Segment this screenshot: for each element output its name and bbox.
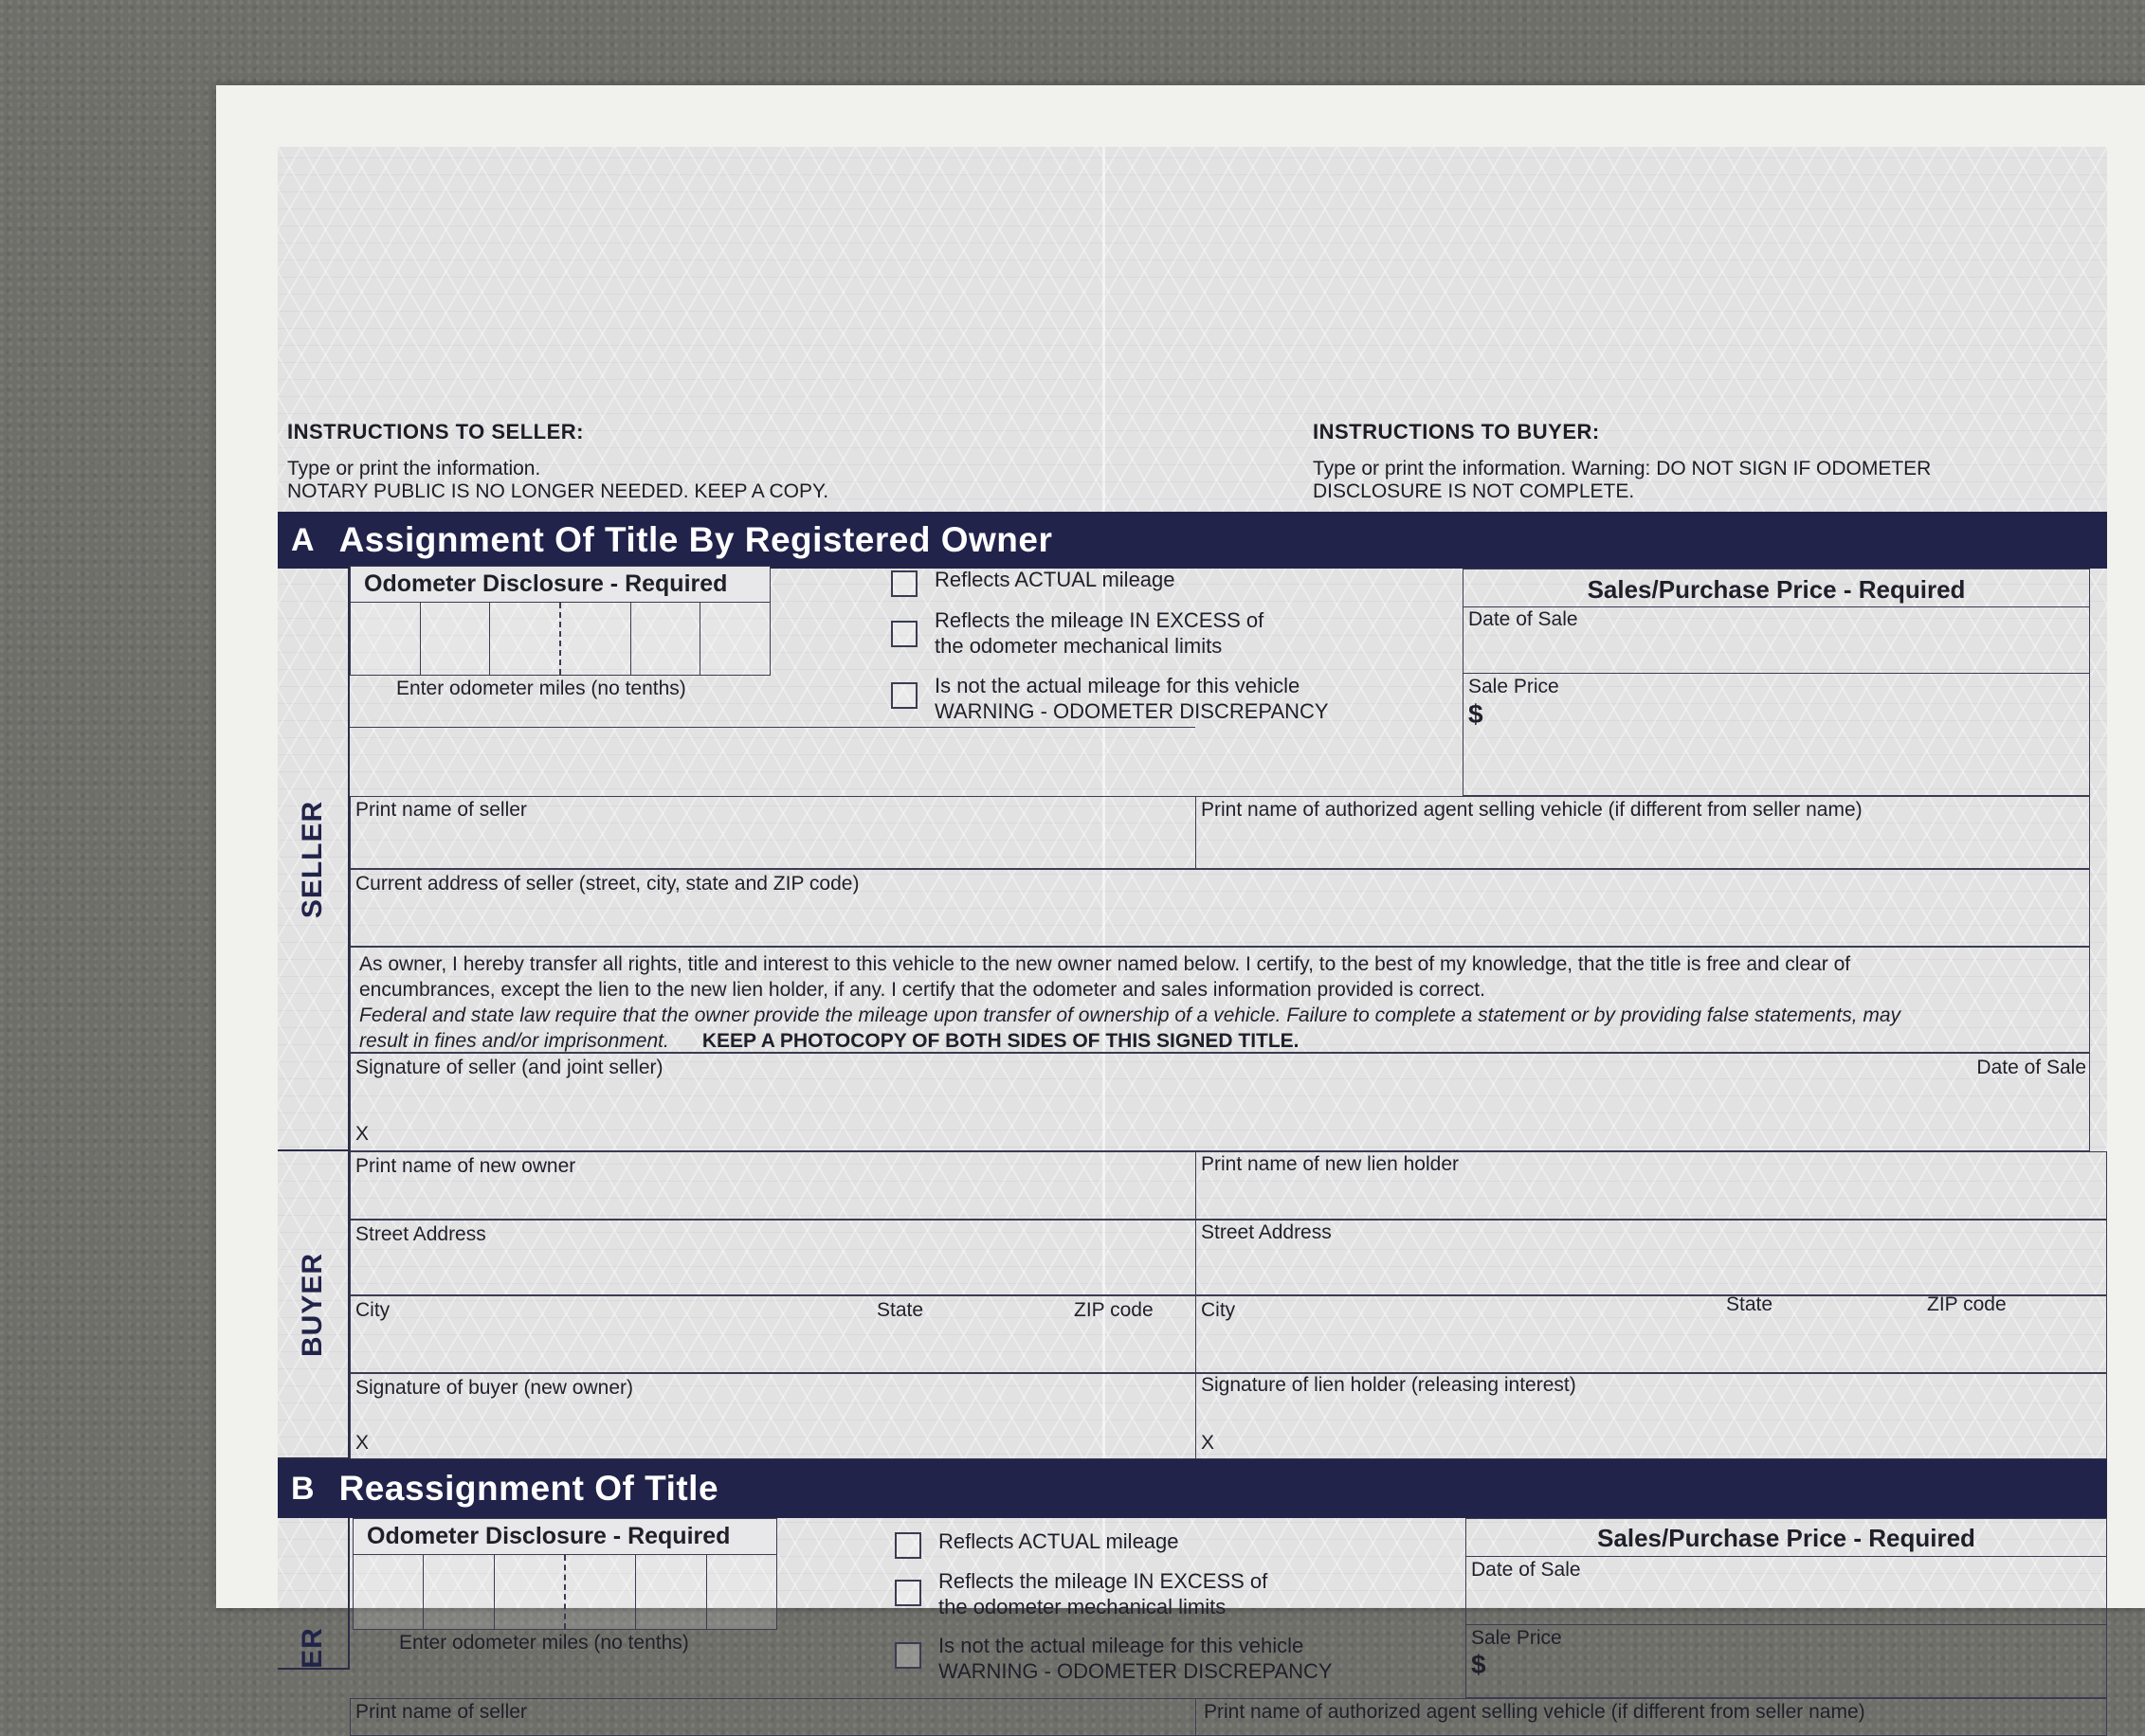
not-actual-mileage-label: [938, 1633, 1333, 1684]
actual-mileage-checkbox[interactable]: [891, 570, 918, 597]
odometer-digit-cell[interactable]: [490, 603, 561, 675]
lien-city-state-zip-field[interactable]: [1201, 1326, 2101, 1369]
owner-street-field[interactable]: [355, 1248, 1190, 1292]
seller-instructions-line2: NOTARY PUBLIC IS NO LONGER NEEDED. KEEP A COPY.: [287, 480, 829, 502]
actual-mileage-option-b[interactable]: [895, 1528, 1179, 1559]
federal-law-text: Federal and state law require that the owner provide the mileage upon transfer of ownership of a vehicle. Failure to complete a statement or by providing false statements, may: [359, 1004, 1901, 1026]
odometer-digit-cell[interactable]: [631, 603, 701, 675]
odometer-entry-grid-b[interactable]: [353, 1554, 777, 1630]
buyer-instructions-line2: DISCLOSURE IS NOT COMPLETE.: [1313, 480, 1635, 502]
seller-signature-field[interactable]: [382, 1085, 2079, 1146]
certification-line4: [359, 1028, 2084, 1054]
print-name-agent-label-b: Print name of authorized agent selling vehicle (if different from seller name): [1204, 1701, 1865, 1723]
not-actual-mileage-line2: WARNING - ODOMETER DISCREPANCY: [935, 699, 1329, 723]
seller-instructions-line1: Type or print the information.: [287, 458, 541, 479]
buyer-side-text: BUYER: [297, 1252, 329, 1357]
lien-city-label: City: [1201, 1299, 1236, 1321]
dollar-sign-b: $: [1471, 1650, 1486, 1679]
not-actual-mileage-label: [935, 673, 1329, 724]
excess-mileage-checkbox[interactable]: [895, 1580, 921, 1606]
sale-price-label-a: Sale Price: [1468, 676, 1559, 697]
excess-mileage-line1: Reflects the mileage IN EXCESS of: [938, 1569, 1268, 1593]
seller-instructions-title: INSTRUCTIONS TO SELLER:: [287, 420, 584, 443]
owner-city-label: City: [355, 1299, 391, 1321]
sale-price-label-b: Sale Price: [1471, 1627, 1562, 1649]
sales-price-title-a: Sales/Purchase Price - Required: [1587, 575, 1966, 604]
lien-signature-field[interactable]: [1226, 1403, 2098, 1456]
sale-price-field-b[interactable]: [1502, 1650, 2101, 1691]
agent-name-field-a[interactable]: [1201, 822, 2082, 865]
odometer-entry-grid-a[interactable]: [350, 602, 771, 676]
odometer-digit-cell[interactable]: [354, 1555, 424, 1629]
section-a-title: Assignment Of Title By Registered Owner: [338, 520, 1053, 559]
title-document-paper: [216, 85, 2145, 1723]
signature-buyer-label: Signature of buyer (new owner): [355, 1377, 633, 1399]
section-a-header: [278, 512, 2107, 569]
odometer-digit-cell[interactable]: [424, 1555, 494, 1629]
certification-line2: encumbrances, except the lien to the new lien holder, if any. I certify that the odometer and sales information provided is correct.: [359, 979, 1485, 1001]
odometer-digit-cell[interactable]: [351, 603, 421, 675]
excess-mileage-checkbox[interactable]: [891, 621, 918, 647]
odometer-digit-cell[interactable]: [700, 603, 770, 675]
odometer-digit-cell[interactable]: [566, 1555, 636, 1629]
owner-street-label: Street Address: [355, 1223, 486, 1245]
actual-mileage-option-a[interactable]: [891, 567, 1175, 597]
actual-mileage-label: Reflects ACTUAL mileage: [938, 1529, 1179, 1553]
not-actual-mileage-line1: Is not the actual mileage for this vehicle: [935, 674, 1300, 697]
excess-mileage-option-b[interactable]: [895, 1568, 1267, 1619]
buyer-instructions-text: [1313, 458, 2052, 503]
divider: [1463, 673, 2090, 674]
buyer-side-label: [278, 1151, 350, 1459]
excess-mileage-label: [935, 607, 1263, 659]
owner-zip-label: ZIP code: [1074, 1299, 1154, 1321]
excess-mileage-line2: the odometer mechanical limits: [938, 1595, 1227, 1618]
owner-state-label: State: [877, 1299, 924, 1321]
section-b-header: [278, 1459, 2107, 1518]
photocopy-warning: KEEP A PHOTOCOPY OF BOTH SIDES OF THIS SIGNED TITLE.: [701, 1030, 1300, 1052]
section-b-letter: B: [291, 1470, 315, 1507]
penalty-text: result in fines and/or imprisonment.: [359, 1030, 669, 1052]
excess-mileage-line2: the odometer mechanical limits: [935, 634, 1223, 658]
seller-signature-x: X: [355, 1123, 370, 1145]
odometer-hint-a: Enter odometer miles (no tenths): [396, 678, 686, 699]
divider: [350, 727, 1195, 728]
not-actual-mileage-option-b[interactable]: [895, 1633, 1333, 1684]
lien-zip-label: ZIP code: [1927, 1293, 2007, 1315]
section-b-title: Reassignment Of Title: [338, 1469, 719, 1508]
odometer-hint-b: Enter odometer miles (no tenths): [399, 1632, 689, 1654]
date-of-sale-label-a: Date of Sale: [1468, 608, 1578, 630]
lien-street-field[interactable]: [1201, 1248, 2101, 1292]
signature-lien-label: Signature of lien holder (releasing interest): [1201, 1374, 1576, 1396]
buyer-instructions-title: INSTRUCTIONS TO BUYER:: [1313, 420, 1600, 443]
seller-side-text: SELLER: [297, 800, 329, 918]
certification-text: [359, 951, 2084, 1054]
owner-city-state-zip-field[interactable]: [355, 1326, 1190, 1369]
actual-mileage-label: Reflects ACTUAL mileage: [935, 568, 1175, 591]
lien-street-label: Street Address: [1201, 1221, 1332, 1243]
divider: [1463, 606, 2090, 607]
buyer-instructions-line1: Type or print the information. Warning: DO NOT SIGN IF ODOMETER: [1313, 458, 1932, 479]
divider: [1195, 796, 1196, 869]
print-name-owner-label: Print name of new owner: [355, 1155, 576, 1177]
buyer-signature-x: X: [355, 1432, 370, 1454]
date-of-sale-field-b[interactable]: [1471, 1559, 2101, 1619]
odometer-digit-cell[interactable]: [421, 603, 491, 675]
print-name-seller-label-a: Print name of seller: [355, 799, 527, 821]
seller-instructions: [287, 420, 951, 503]
new-owner-name-field[interactable]: [355, 1180, 1190, 1216]
date-of-sale-field-a[interactable]: [1468, 608, 2084, 667]
odometer-disclosure-title-b: Odometer Disclosure - Required: [353, 1518, 777, 1554]
dollar-sign-a: $: [1468, 699, 1483, 729]
odometer-disclosure-title-a: Odometer Disclosure - Required: [350, 566, 771, 602]
divider: [1195, 1698, 1196, 1736]
signature-seller-label: Signature of seller (and joint seller): [355, 1057, 663, 1078]
not-actual-mileage-checkbox[interactable]: [895, 1642, 921, 1669]
lien-state-label: State: [1726, 1293, 1773, 1315]
sales-price-title-b: Sales/Purchase Price - Required: [1597, 1524, 1975, 1552]
divider: [1465, 1624, 2107, 1625]
buyer-instructions: [1313, 420, 2052, 503]
lien-signature-x: X: [1201, 1432, 1215, 1454]
odometer-digit-cell[interactable]: [707, 1555, 776, 1629]
print-name-seller-label-b: Print name of seller: [355, 1701, 527, 1723]
sale-price-field-a[interactable]: [1500, 699, 2084, 790]
section-b-side-text: ER: [297, 1627, 328, 1669]
section-b-side-label: [278, 1518, 350, 1670]
section-a-letter: A: [291, 521, 315, 558]
title-form: [278, 147, 2107, 1723]
date-of-sale-label-b: Date of Sale: [1471, 1559, 1581, 1581]
not-actual-mileage-checkbox[interactable]: [891, 682, 918, 709]
divider: [1465, 1556, 2107, 1557]
not-actual-mileage-line2: WARNING - ODOMETER DISCREPANCY: [938, 1659, 1333, 1683]
certification-line1: As owner, I hereby transfer all rights, title and interest to this vehicle to the new owner named below. I certify, to the best of my knowledge, that the title is free and clear of: [359, 953, 1851, 975]
print-name-agent-label-a: Print name of authorized agent selling vehicle (if different from seller name): [1201, 799, 1863, 821]
certification-line3: [359, 1003, 2084, 1028]
excess-mileage-line1: Reflects the mileage IN EXCESS of: [935, 608, 1264, 632]
current-address-label: Current address of seller (street, city, state and ZIP code): [355, 873, 860, 895]
lien-holder-name-field[interactable]: [1201, 1180, 2101, 1216]
excess-mileage-option-a[interactable]: [891, 607, 1263, 659]
seller-side-label: [278, 569, 350, 1151]
not-actual-mileage-line1: Is not the actual mileage for this vehicle: [938, 1634, 1304, 1657]
seller-name-field-a[interactable]: [355, 822, 1190, 865]
not-actual-mileage-option-a[interactable]: [891, 673, 1329, 724]
buyer-signature-field[interactable]: [382, 1403, 1188, 1456]
signature-date-label: Date of Sale: [1976, 1057, 2086, 1078]
seller-address-field[interactable]: [355, 897, 2081, 943]
odometer-digit-cell[interactable]: [636, 1555, 706, 1629]
odometer-digit-cell[interactable]: [561, 603, 631, 675]
actual-mileage-checkbox[interactable]: [895, 1532, 921, 1559]
print-name-lien-label: Print name of new lien holder: [1201, 1153, 1459, 1175]
seller-instructions-text: [287, 458, 951, 503]
excess-mileage-label: [938, 1568, 1267, 1619]
odometer-digit-cell[interactable]: [495, 1555, 566, 1629]
